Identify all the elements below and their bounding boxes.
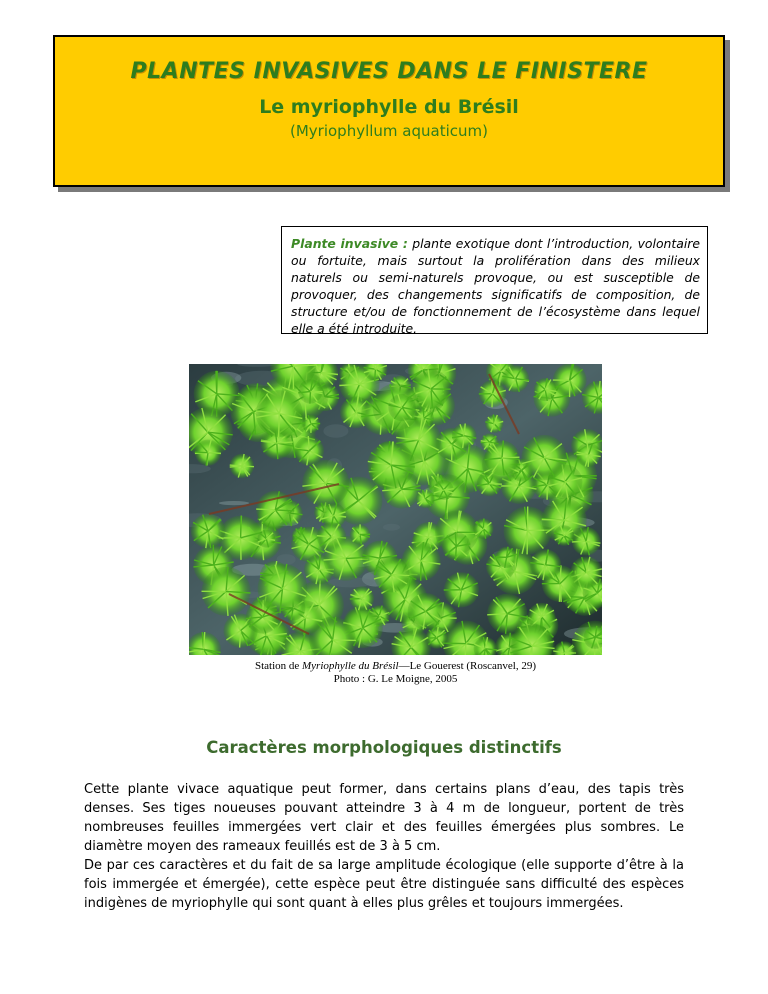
title-banner [53,35,725,187]
caption-location: —Le Gouerest (Roscanvel, 29) [398,660,537,672]
photo-caption [189,660,602,686]
plant-photo [189,364,602,655]
document-title: PLANTES INVASIVES DANS LE FINISTERE [130,59,648,84]
photo-credit: Photo : G. Le Moigne, 2005 [333,673,458,685]
species-common-name: Le myriophylle du Brésil [259,96,519,118]
definition-text: plante exotique dont l’introduction, volontaire ou fortuite, mais surtout la prolifération dans des milieux naturels ou semi-naturels provoque, ou est susceptible de provoquer, des changements significatifs de composition, de structure et/ou de fonctionnement de l’écosystème dans lequel elle a été introduite. [291,236,700,337]
definition-box [281,226,708,337]
caption-species: Myriophylle du Brésil [302,660,399,672]
caption-prefix: Station de [254,660,303,672]
section-heading: Caractères morphologiques distinctifs [206,738,562,757]
section-body [84,780,684,913]
caption-line [189,660,602,673]
paragraph-2: De par ces caractères et du fait de sa large amplitude écologique (elle supporte d’être à la fois immergée et émergée), cette espèce peut être distinguée sans difficulté des espèces indigènes de myriophylle qui sont quant à elles plus grêles et toujours immergées. [84,858,684,911]
definition-term: Plante invasive : [291,236,408,251]
paragraph-1: Cette plante vivace aquatique peut former, dans certains plans d’eau, des tapis très denses. Ses tiges noueuses pouvant atteindre 3 à 4 m de longueur, portent de très nombreuses feuilles immergées vert clair et des feuilles émergées plus sombres. Le diamètre moyen des rameaux feuillés est de 3 à 5 cm. [84,782,684,854]
species-latin-name: (Myriophyllum aquaticum) [290,122,488,140]
myriophyllum-photo-illustration [189,364,602,655]
